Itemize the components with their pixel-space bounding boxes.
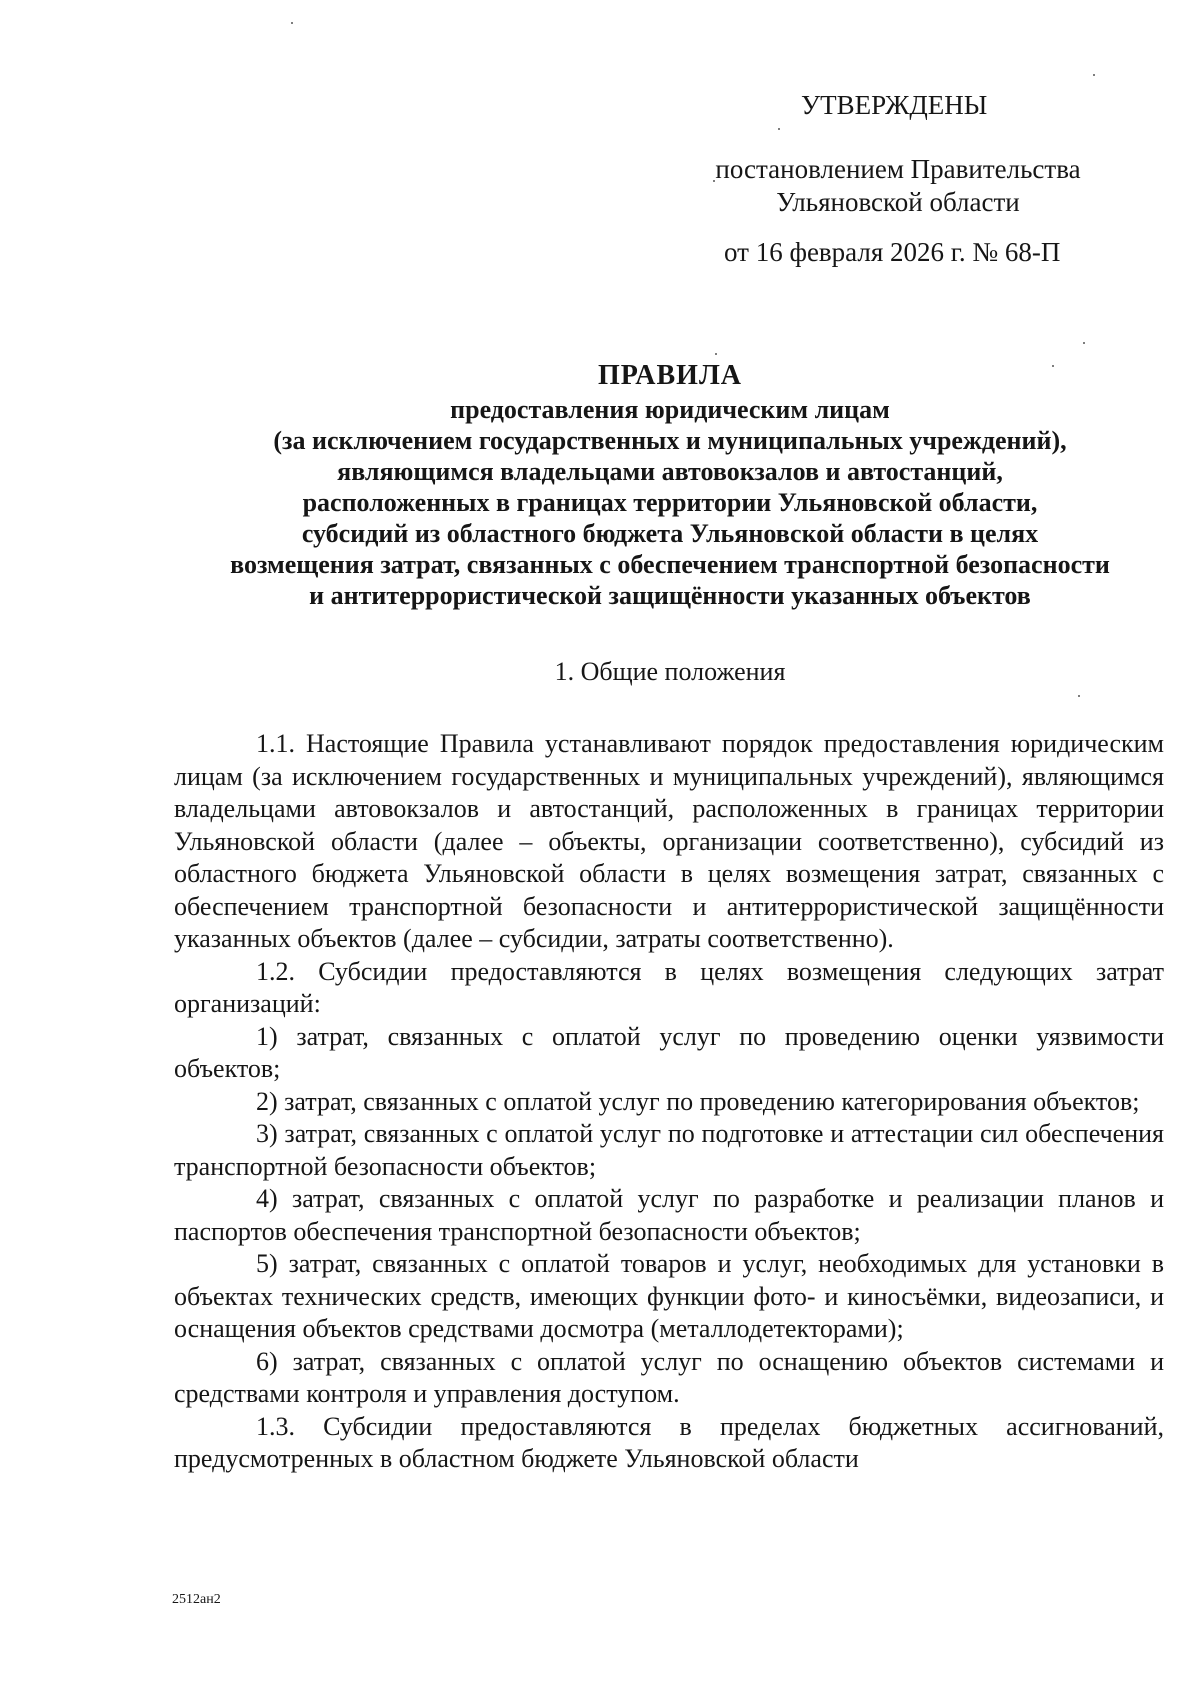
title-line: субсидий из областного бюджета Ульяновской области в целях	[301, 519, 1039, 548]
scan-speck	[715, 353, 717, 355]
title-line: являющимся владельцами автовокзалов и автостанций,	[337, 457, 1003, 486]
approved-label: УТВЕРЖДЕНЫ	[801, 90, 988, 120]
paragraph: 1.2. Субсидии предоставляются в целях возмещения следующих затрат организаций:	[174, 956, 1164, 1018]
title-line: и антитеррористической защищённости указанных объектов	[309, 581, 1031, 610]
list-item: 3) затрат, связанных с оплатой услуг по подготовке и аттестации сил обеспечения транспортной безопасности объектов;	[174, 1119, 1164, 1181]
scan-speck	[1052, 365, 1054, 367]
approved-by	[713, 153, 1083, 219]
list-item: 4) затрат, связанных с оплатой услуг по разработке и реализации планов и паспортов обеспечения транспортной безопасности объектов;	[174, 1184, 1164, 1246]
list-item: 2) затрат, связанных с оплатой услуг по проведению категорирования объектов;	[256, 1086, 1140, 1116]
document-body	[174, 728, 1164, 1476]
paragraph: 1.1. Настоящие Правила устанавливают порядок предоставления юридическим лицам (за исключением государственных и муниципальных учреждений), являющимся владельцами автовокзалов и автостанций, расположенных в границах территории Ульяновской области (далее – объекты, организации соответственно), субсидий из областного бюджета Ульяновской области в целях возмещения затрат, связанных с обеспечением транспортной безопасности и антитеррористической защищённости указанных объектов (далее – субсидии, затраты соответственно).	[174, 729, 1164, 953]
section-heading: 1. Общие положения	[554, 657, 786, 686]
scan-speck	[1078, 695, 1080, 697]
approved-by-line-2: Ульяновской области	[776, 187, 1020, 217]
title-line: возмещения затрат, связанных с обеспечением транспортной безопасности	[230, 550, 1110, 579]
scan-speck	[778, 128, 780, 130]
title-subtitle	[170, 394, 1170, 611]
title-line: расположенных в границах территории Ульяновской области,	[302, 488, 1038, 517]
resolution-date: от 16 февраля 2026 г. № 68-П	[724, 237, 1061, 267]
title-line: (за исключением государственных и муниципальных учреждений),	[273, 426, 1067, 455]
title-main: ПРАВИЛА	[597, 360, 743, 391]
scan-speck	[713, 180, 715, 182]
list-item: 1) затрат, связанных с оплатой услуг по проведению оценки уязвимости объектов;	[174, 1021, 1164, 1083]
footer-code: 2512ан2	[172, 1592, 221, 1607]
title-line: предоставления юридическим лицам	[450, 395, 890, 424]
scan-speck	[1083, 342, 1085, 344]
list-item: 5) затрат, связанных с оплатой товаров и услуг, необходимых для установки в объектах технических средств, имеющих функции фото- и киносъёмки, видеозаписи, и оснащения объектов средствами досмотра (металлодетекторами);	[174, 1249, 1164, 1343]
document-title	[170, 360, 1170, 611]
list-item: 6) затрат, связанных с оплатой услуг по оснащению объектов системами и средствами контроля и управления доступом.	[174, 1346, 1164, 1408]
paragraph: 1.3. Субсидии предоставляются в пределах бюджетных ассигнований, предусмотренных в областном бюджете Ульяновской области	[174, 1411, 1164, 1473]
approved-by-line-1: постановлением Правительства	[715, 154, 1081, 184]
scan-speck	[1093, 74, 1095, 76]
scan-speck	[291, 22, 293, 24]
